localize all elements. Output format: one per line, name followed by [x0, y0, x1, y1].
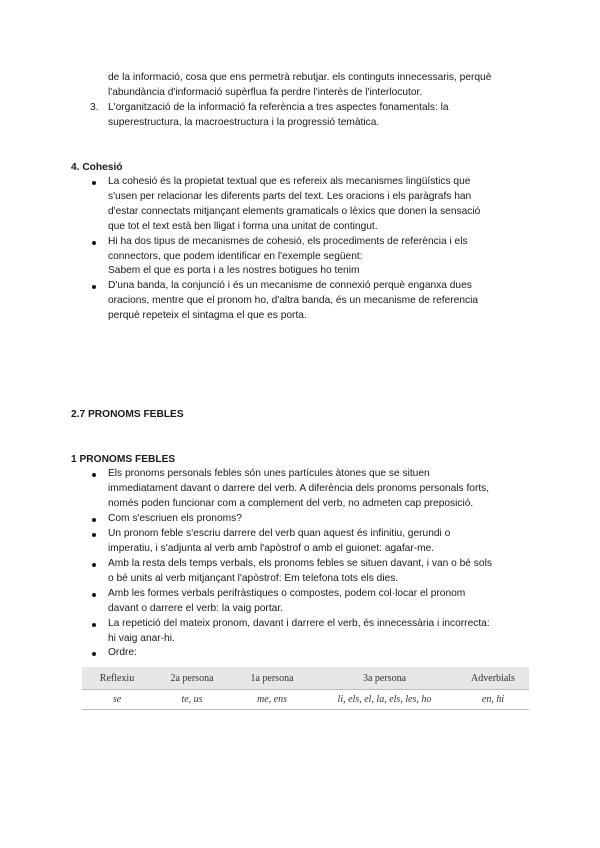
cohesio-bullet-1-line-4: que tot el text està ben lligat i forma una unitat de contingut. [108, 221, 378, 232]
pronoms-bullet-2-line-1: Com s'escriuen els pronoms? [108, 513, 242, 524]
pronoms-heading: 1 PRONOMS FEBLES [71, 454, 176, 465]
table-header-cell: 3a persona [312, 667, 457, 690]
table-row [82, 690, 529, 710]
pronoms-bullet-3-line-2: imperatiu, i s'adjunta al verb amb l'apòstrof o amb el guionet: agafar-me. [108, 543, 435, 554]
cohesio-bullet-3-line-3: perquè repeteix el sintagma el que es porta. [108, 310, 307, 321]
bullet-dot [92, 533, 96, 537]
cohesio-bullet-3-line-2: oracions, mentre que el pronom ho, d'altra banda, és un mecanisme de referencia [108, 295, 479, 306]
bullet-dot [92, 473, 96, 477]
cohesio-heading: 4. Cohesió [71, 162, 123, 173]
list-item-3-number: 3. [90, 102, 99, 113]
bullet-dot [92, 593, 96, 597]
cohesio-bullet-1-line-3: d'estar connectats mitjançant elements gramaticals o lèxics que donen la sensació [108, 206, 481, 217]
pronoms-bullet-6-line-2: hi vaig anar-hi. [108, 633, 175, 644]
pronoms-bullet-5-line-1: Amb les formes verbals perifràstiques o compostes, podem col·locar el pronom [108, 588, 466, 599]
table-header-cell: 1a persona [232, 667, 312, 690]
pronoms-bullet-4-line-2: o bé units al verb mitjançant l'apòstrof: Em telefona tots els dies. [108, 573, 399, 584]
pronoms-bullet-3-line-1: Un pronom feble s'escriu darrere del verb quan aquest és infinitiu, gerundi o [108, 528, 451, 539]
table-header-cell: 2a persona [152, 667, 232, 690]
bullet-dot [92, 563, 96, 567]
cohesio-bullet-3-line-1: D'una banda, la conjunció i és un mecanisme de connexió perquè enganxa dues [108, 280, 472, 291]
pronoms-bullet-4-line-1: Amb la resta dels temps verbals, els pronoms febles se situen davant, i van o bé sols [108, 558, 492, 569]
section-title: 2.7 PRONOMS FEBLES [71, 409, 184, 420]
table-cell: me, ens [232, 690, 312, 710]
pronoms-bullet-1-line-3: només poden funcionar com a complement del verb, no admeten cap preposició. [108, 498, 474, 509]
cohesio-bullet-1-line-2: s'usen per relacionar les diferents parts del text. Les oracions i els paràgrafs han [108, 191, 472, 202]
list-item-3-line-1: L'organització de la informació fa referència a tres aspectes fonamentals: la [108, 102, 449, 113]
list-item-2-line-2: l'abundància d'informació supèrflua fa perdre l'interès de l'interlocutor. [108, 87, 423, 98]
bullet-dot [92, 652, 96, 656]
table-cell: li, els, el, la, els, les, ho [312, 690, 457, 710]
table-header-cell: Reflexiu [82, 667, 152, 690]
table-header-cell: Adverbials [457, 667, 529, 690]
list-item-3-line-2: superestructura, la macroestructura i la progressió temàtica. [108, 117, 380, 128]
cohesio-bullet-1-line-1: La cohesió és la propietat textual que es refereix als mecanismes lingüístics que [108, 176, 471, 187]
cohesio-bullet-2-line-1: Hi ha dos tipus de mecanismes de cohesió, els procediments de referència i els [108, 236, 468, 247]
cohesio-bullet-2-line-2: connectors, que podem identificar en l'exemple següent: [108, 251, 363, 262]
bullet-dot [92, 623, 96, 627]
table-cell: en, hi [457, 690, 529, 710]
bullet-dot [92, 241, 96, 245]
cohesio-example-sentence: Sabem el que es porta i a les nostres botigues ho tenim [108, 265, 360, 276]
pronoms-bullet-5-line-2: davant o darrere el verb: la vaig portar. [108, 603, 283, 614]
pronoms-bullet-1-line-1: Els pronoms personals febles són unes partícules àtones que se situen [108, 468, 430, 479]
list-item-2-line-1: de la informació, cosa que ens permetrà rebutjar. els continguts innecessaris, perquè [108, 72, 492, 83]
pronoun-order-table [82, 667, 529, 710]
table-header-row [82, 667, 529, 690]
pronoms-bullet-1-line-2: immediatament davant o darrere del verb. A diferència dels pronoms personals forts, [108, 483, 490, 494]
bullet-dot [92, 181, 96, 185]
pronoms-bullet-7-line-1: Ordre: [108, 647, 137, 658]
table-cell: te, us [152, 690, 232, 710]
table-cell: se [82, 690, 152, 710]
bullet-dot [92, 285, 96, 289]
pronoms-bullet-6-line-1: La repetició del mateix pronom, davant i darrere el verb, és innecessària i incorrecta: [108, 618, 490, 629]
bullet-dot [92, 518, 96, 522]
